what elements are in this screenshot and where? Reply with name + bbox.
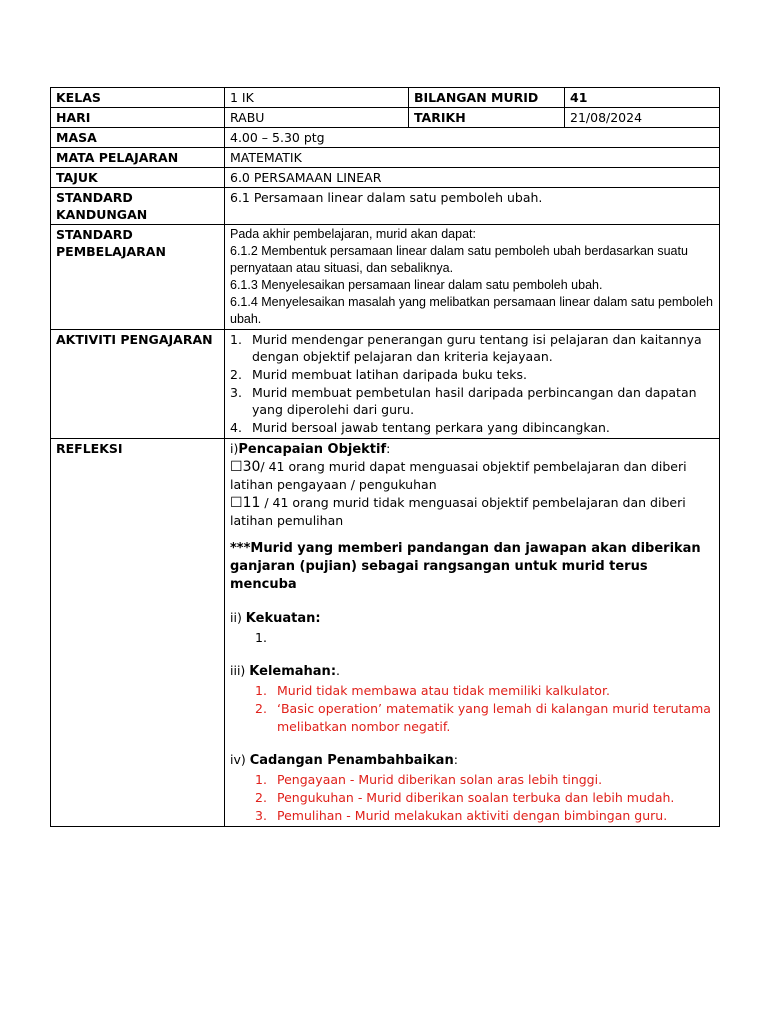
cadangan-title: Cadangan Penambahbaikan (249, 753, 454, 768)
list-item (230, 331, 714, 365)
list-number: 1. (255, 630, 267, 645)
label-bilangan-murid: BILANGAN MURID (409, 88, 565, 108)
row-hari (51, 108, 720, 128)
list-item (230, 419, 714, 436)
objektif-colon: : (386, 441, 391, 456)
label-refleksi: REFLEKSI (51, 439, 225, 827)
list-number: 1. (230, 332, 242, 347)
label-tajuk: TAJUK (51, 168, 225, 188)
value-mata-pelajaran: MATEMATIK (225, 148, 720, 168)
label-standard-kandungan: STANDARD KANDUNGAN (51, 188, 225, 225)
value-masa: 4.00 – 5.30 ptg (225, 128, 720, 148)
list-text: Pengayaan - Murid diberikan solan aras lebih tinggi. (277, 772, 603, 787)
objektif-prefix: i) (230, 441, 239, 456)
list-number: 3. (255, 808, 267, 823)
list-item (230, 366, 714, 383)
kelemahan-suffix: . (336, 663, 340, 678)
kelemahan-title: Kelemahan: (249, 664, 337, 679)
value-tarikh: 21/08/2024 (565, 108, 720, 128)
label-standard-pembelajaran: STANDARD PEMBELAJARAN (51, 225, 225, 330)
list-number: 4. (230, 420, 242, 435)
checkbox-icon: ☐ (230, 459, 243, 475)
list-item (230, 682, 714, 700)
row-kelas (51, 88, 720, 108)
value-tajuk: 6.0 PERSAMAAN LINEAR (225, 168, 720, 188)
kekuatan-list (230, 629, 714, 647)
sp-intro: Pada akhir pembelajaran, murid akan dapat: (230, 227, 476, 241)
label-hari: HARI (51, 108, 225, 128)
row-standard-pembelajaran (51, 225, 720, 330)
list-text: Pemulihan - Murid melakukan aktiviti dengan bimbingan guru. (277, 808, 668, 823)
list-item (230, 807, 714, 825)
label-aktiviti-pengajaran: AKTIVITI PENGAJARAN (51, 330, 225, 439)
list-item (230, 700, 714, 736)
row-mata-pelajaran (51, 148, 720, 168)
list-text: Murid tidak membawa atau tidak memiliki kalkulator. (277, 683, 610, 698)
list-number: 2. (230, 367, 242, 382)
value-refleksi (225, 439, 720, 827)
list-item (230, 789, 714, 807)
list-text: ‘Basic operation’ matematik yang lemah di kalangan murid terutama melibatkan nombor negatif. (277, 701, 711, 734)
value-hari: RABU (225, 108, 409, 128)
value-aktiviti-pengajaran (225, 330, 720, 439)
list-text: Pengukuhan - Murid diberikan soalan terbuka dan lebih mudah. (277, 790, 675, 805)
row-aktiviti-pengajaran (51, 330, 720, 439)
objektif-line-menguasai (230, 458, 714, 494)
count-menguasai: 30 (242, 459, 261, 475)
kelemahan-prefix: iii) (230, 663, 250, 678)
cadangan-colon: : (453, 752, 458, 767)
list-number: 1. (255, 772, 267, 787)
kelemahan-section (230, 662, 714, 736)
list-text: Murid membuat pembetulan hasil daripada perbincangan dan dapatan yang diperolehi dari guru. (252, 385, 697, 417)
list-text: Murid mendengar penerangan guru tentang isi pelajaran dan kaitannya dengan objektif pelajaran dan kriteria kejayaan. (252, 332, 702, 364)
cadangan-section (230, 751, 714, 825)
ganjaran-note: ***Murid yang memberi pandangan dan jawapan akan diberikan ganjaran (pujian) sebagai rangsangan untuk murid terus mencuba (230, 541, 701, 592)
list-number: 2. (255, 790, 267, 805)
list-number: 3. (230, 385, 242, 400)
value-standard-kandungan: 6.1 Persamaan linear dalam satu pemboleh ubah. (225, 188, 720, 225)
kekuatan-title: Kekuatan: (245, 611, 321, 626)
list-item (230, 629, 714, 647)
objektif-title: Pencapaian Objektif (238, 442, 387, 457)
lesson-plan-table (50, 87, 720, 827)
value-kelas: 1 IK (225, 88, 409, 108)
checkbox-icon: ☐ (230, 495, 243, 511)
list-text: Murid bersoal jawab tentang perkara yang dibincangkan. (252, 420, 610, 435)
sp-6-1-3: 6.1.3 Menyelesaikan persamaan linear dalam satu pemboleh ubah. (230, 278, 603, 292)
aktiviti-list (230, 331, 714, 436)
objektif-line-tidak-menguasai (230, 494, 714, 530)
text-tidak-menguasai: / 41 orang murid tidak menguasai objektif pembelajaran dan diberi latihan pemulihan (230, 495, 686, 528)
kelemahan-list (230, 682, 714, 736)
value-standard-pembelajaran (225, 225, 720, 330)
count-tidak-menguasai: 11 (242, 495, 261, 511)
objektif-heading (230, 440, 714, 458)
value-bilangan-murid: 41 (565, 88, 720, 108)
sp-6-1-2: 6.1.2 Membentuk persamaan linear dalam satu pemboleh ubah berdasarkan suatu pernyataan atau situasi, dan sebaliknya. (230, 244, 688, 275)
row-standard-kandungan (51, 188, 720, 225)
row-tajuk (51, 168, 720, 188)
label-masa: MASA (51, 128, 225, 148)
list-number: 1. (255, 683, 267, 698)
cadangan-prefix: iv) (230, 752, 250, 767)
list-item (230, 771, 714, 789)
kekuatan-prefix: ii) (230, 610, 246, 625)
sp-6-1-4: 6.1.4 Menyelesaikan masalah yang melibatkan persamaan linear dalam satu pemboleh ubah. (230, 295, 713, 326)
cadangan-list (230, 771, 714, 825)
label-kelas: KELAS (51, 88, 225, 108)
text-menguasai: / 41 orang murid dapat menguasai objektif pembelajaran dan diberi latihan pengayaan / pengukuhan (230, 459, 687, 492)
kekuatan-section (230, 609, 714, 647)
list-item (230, 384, 714, 418)
list-text: Murid membuat latihan daripada buku teks. (252, 367, 527, 382)
row-masa (51, 128, 720, 148)
label-tarikh: TARIKH (409, 108, 565, 128)
row-refleksi (51, 439, 720, 827)
list-number: 2. (255, 701, 267, 716)
label-mata-pelajaran: MATA PELAJARAN (51, 148, 225, 168)
